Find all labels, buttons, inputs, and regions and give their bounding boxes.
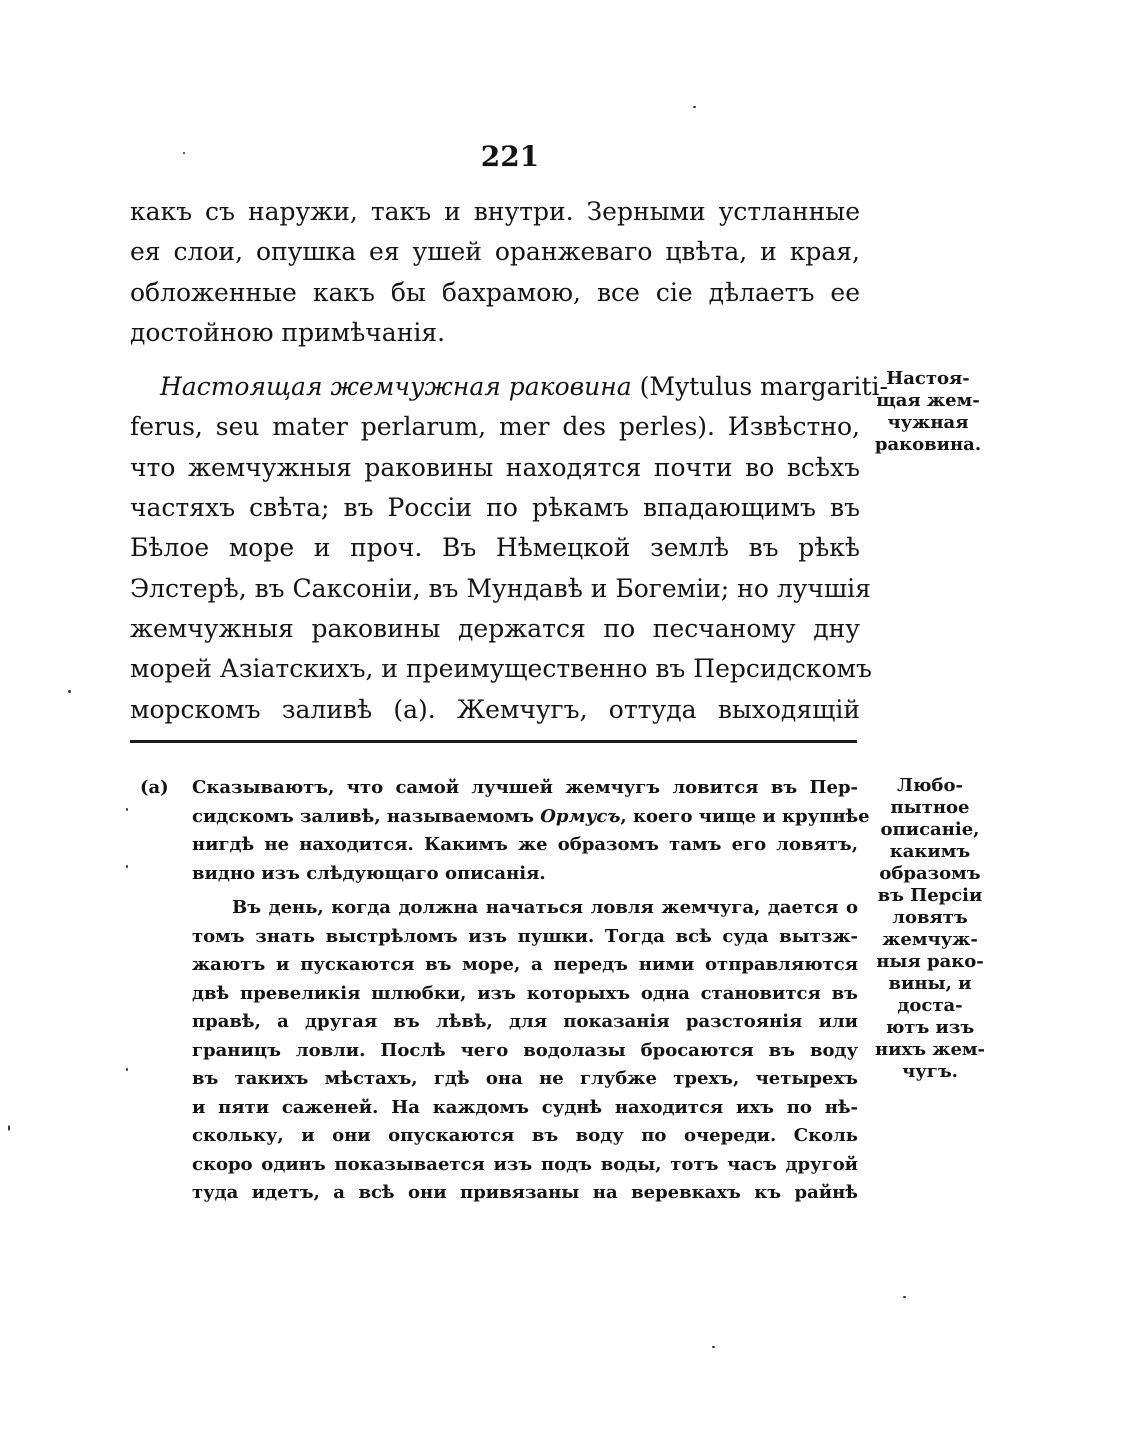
margin-note-line: образомъ bbox=[879, 863, 981, 884]
margin-note-line: доста- bbox=[897, 995, 963, 1016]
margin-note-line: ловятъ bbox=[892, 907, 968, 928]
scan-speck bbox=[68, 690, 71, 693]
margin-note-pearl-shell bbox=[868, 368, 988, 456]
page-number: 221 bbox=[480, 140, 540, 173]
margin-note-line: какимъ bbox=[889, 841, 971, 862]
footnote-paragraph-2 bbox=[140, 894, 858, 1208]
scan-speck bbox=[126, 1068, 128, 1071]
margin-note-line: раковина. bbox=[874, 434, 982, 455]
text-line: что жемчужныя раковины находятся почти во всѣхъ bbox=[130, 452, 860, 482]
text-line: ferus, seu mater perlarum, mer des perles). Извѣстно, bbox=[130, 412, 860, 442]
footnote-line: скоро одинъ показывается изъ подъ воды, тотъ часъ другой bbox=[192, 1153, 858, 1175]
footnote-line: и пяти саженей. На каждомъ суднѣ находится ихъ по нѣ- bbox=[192, 1096, 858, 1118]
text-line: достойною примѣчанія. bbox=[130, 317, 446, 347]
footnote-line: скольку, и они опускаются въ воду по очереди. Сколь bbox=[192, 1125, 858, 1146]
scan-speck bbox=[126, 808, 128, 811]
scan-speck bbox=[712, 1346, 715, 1348]
footnote-line: Въ день, когда должна начаться ловля жемчуга, дается о bbox=[232, 897, 858, 918]
margin-note-line: вины, и bbox=[888, 973, 972, 994]
footnote-line: жаютъ и пускаются въ море, а передъ ними отправляются bbox=[192, 954, 858, 975]
margin-note-line: чужная bbox=[887, 412, 969, 433]
footnote bbox=[140, 774, 870, 1208]
text-line: морей Азіатскихъ, и преимущественно въ Персидскомъ bbox=[130, 654, 872, 684]
text-line: Элстерѣ, въ Саксоніи, въ Мундавѣ и Богеміи; но лучшія bbox=[130, 573, 871, 603]
margin-note-line: ныя рако- bbox=[876, 951, 984, 972]
text-line: Бѣлое море и проч. Въ Нѣмецкой землѣ въ рѣкѣ bbox=[130, 533, 860, 563]
text-fragment: , коего чище и крупнѣе bbox=[620, 805, 870, 827]
footnote-line: туда идетъ, а всѣ они привязаны на веревкахъ къ райнѣ bbox=[192, 1182, 858, 1203]
margin-note-line: ютъ изъ bbox=[885, 1017, 975, 1038]
footnote-line: правѣ, а другая въ лѣвѣ, для показанія разстоянія или bbox=[192, 1011, 858, 1032]
footnote-paragraph-1 bbox=[140, 774, 870, 888]
scan-speck bbox=[126, 865, 128, 868]
footnote-line: нигдѣ не находится. Какимъ же образомъ тамъ его ловятъ, bbox=[192, 834, 858, 855]
margin-note-line: щая жем- bbox=[876, 390, 980, 411]
footnote-line bbox=[140, 803, 870, 832]
margin-note-line: жемчуж- bbox=[882, 929, 978, 950]
footnote-line: томъ знать выстрѣломъ изъ пушки. Тогда всѣ суда вытзж- bbox=[192, 925, 858, 947]
text-fragment: сидскомъ заливѣ, называемомъ bbox=[192, 805, 541, 827]
footnote-line: видно изъ слѣдующаго описанія. bbox=[192, 862, 546, 884]
italic-place-name: Ормусъ bbox=[540, 805, 621, 827]
paragraph-1 bbox=[130, 192, 860, 353]
scan-speck bbox=[693, 106, 696, 108]
text-line: жемчужныя раковины держатся по песчаному дну bbox=[130, 613, 860, 643]
text-line: ея слои, опушка ея ушей оранжеваго цвѣта, и края, bbox=[130, 237, 860, 267]
margin-note-pearl-fishing bbox=[866, 775, 994, 1083]
footnote-divider bbox=[130, 740, 857, 743]
margin-note-line: Любо- bbox=[897, 775, 963, 796]
footnote-line: границъ ловли. Послѣ чего водолазы бросаются въ воду bbox=[192, 1039, 858, 1061]
margin-note-line: нихъ жем- bbox=[874, 1039, 986, 1060]
margin-note-line: описаніе, bbox=[880, 819, 980, 840]
scan-speck bbox=[903, 1296, 906, 1298]
margin-note-line: пытное bbox=[890, 797, 970, 818]
paragraph-gap bbox=[130, 353, 860, 367]
text-fragment: (Mytulus margariti- bbox=[631, 372, 889, 402]
footnote-line: Сказываютъ, что самой лучшей жемчугъ ловится въ Пер- bbox=[192, 777, 858, 798]
text-line bbox=[130, 367, 889, 407]
margin-note-line: чугъ. bbox=[902, 1061, 958, 1082]
scan-speck bbox=[183, 152, 185, 154]
main-text bbox=[130, 192, 889, 730]
text-line: частяхъ свѣта; въ Россіи по рѣкамъ впадающимъ въ bbox=[130, 493, 860, 523]
text-line: какъ съ наружи, такъ и внутри. Зерными устланные bbox=[130, 197, 860, 226]
footnote-line: двѣ превеликія шлюбки, изъ которыхъ одна становится въ bbox=[192, 982, 858, 1004]
footnote-marker: (а) bbox=[140, 777, 169, 798]
italic-term: Настоящая жемчужная раковина bbox=[160, 372, 632, 402]
margin-note-line: Настоя- bbox=[886, 368, 970, 389]
paragraph-2 bbox=[130, 367, 889, 730]
margin-note-line: въ Персіи bbox=[877, 885, 983, 906]
text-line: морскомъ заливѣ (а). Жемчугъ, оттуда выходящій bbox=[130, 694, 860, 724]
scan-speck bbox=[8, 1125, 10, 1131]
text-line: обложенные какъ бы бахрамою, все сіе дѣлаетъ ее bbox=[130, 277, 860, 307]
footnote-line: въ такихъ мѣстахъ, гдѣ она не глубже трехъ, четырехъ bbox=[192, 1068, 858, 1089]
